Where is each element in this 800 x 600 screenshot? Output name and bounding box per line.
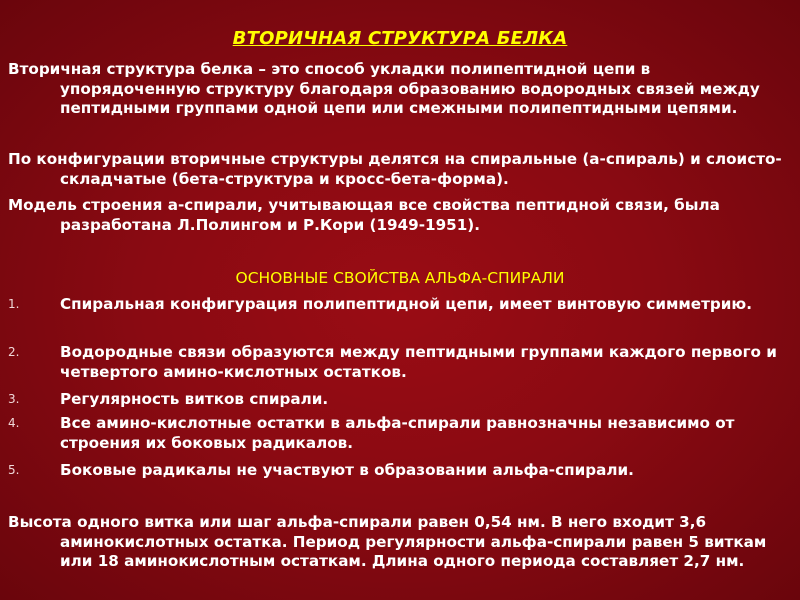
list-item	[8, 295, 788, 315]
list-number: 2.	[8, 345, 20, 359]
list-number: 4.	[8, 416, 20, 430]
list-text: Водородные связи образуются между пептидными группами каждого первого и четвертого амино-кислотных остатков.	[60, 343, 777, 381]
configuration-paragraph: По конфигурации вторичные структуры делятся на спиральные (а-спираль) и слоисто-складчатые (бета-структура и кросс-бета-форма).	[8, 150, 782, 188]
footer-paragraph: Высота одного витка или шаг альфа-спирали равен 0,54 нм. В него входит 3,6 аминокислотных остатка. Период регулярности альфа-спирали равен 5 виткам или 18 аминокислотным остаткам. Длина одного периода составляет 2,7 нм.	[8, 513, 767, 570]
list-number: 1.	[8, 297, 20, 311]
list-text: Регулярность витков спирали.	[60, 390, 329, 408]
slide-title: ВТОРИЧНАЯ СТРУКТУРА БЕЛКА	[232, 28, 568, 49]
list-item	[8, 461, 788, 481]
list-number: 5.	[8, 463, 20, 477]
definition-paragraph: Вторичная структура белка – это способ укладки полипептидной цепи в упорядоченную структуру благодаря образованию водородных связей между пептидными группами одной цепи или смежными полипептидными цепями.	[8, 60, 760, 117]
list-text: Боковые радикалы не участвуют в образовании альфа-спирали.	[60, 461, 634, 479]
list-item	[8, 414, 788, 453]
list-text: Все амино-кислотные остатки в альфа-спирали равнозначны независимо от строения их боковых радикалов.	[60, 414, 735, 452]
list-item	[8, 343, 788, 382]
list-number: 3.	[8, 392, 20, 406]
properties-heading: ОСНОВНЫЕ СВОЙСТВА АЛЬФА-СПИРАЛИ	[235, 269, 565, 287]
model-paragraph: Модель строения а-спирали, учитывающая все свойства пептидной связи, была разработана Л.Полингом и Р.Кори (1949-1951).	[8, 196, 720, 234]
list-item	[8, 390, 788, 410]
list-text: Спиральная конфигурация полипептидной цепи, имеет винтовую симметрию.	[60, 295, 752, 313]
